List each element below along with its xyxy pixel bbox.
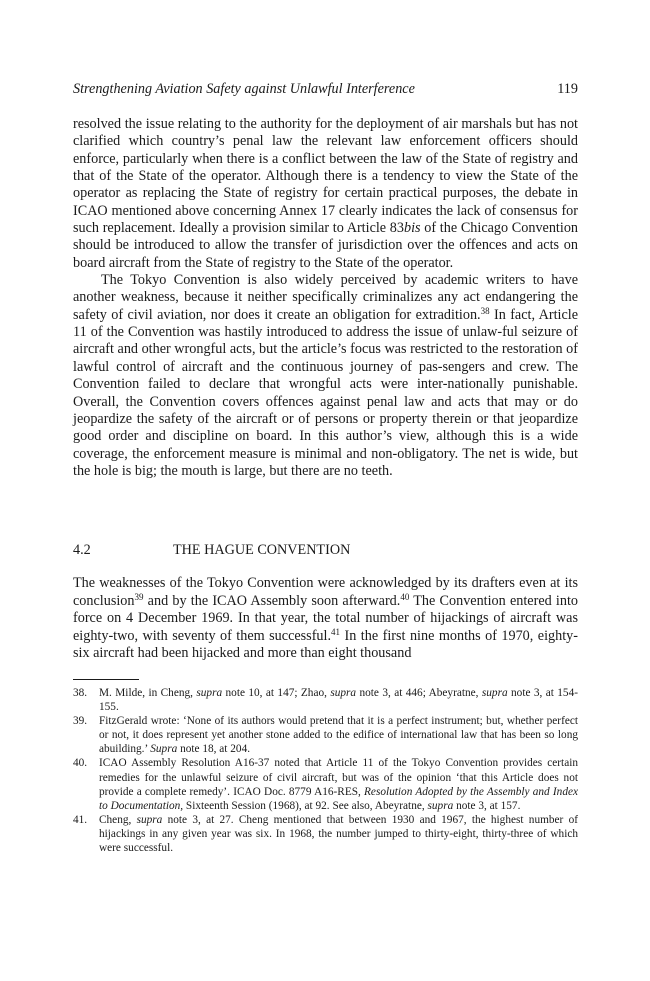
paragraph-air-marshals: resolved the issue relating to the authority for the deployment of air marshals but has not clarified which country’s penal law the relevant law enforcement officers should enforce, particularly when there is a conflict between the law of the State of registry and that of the State of the operator. Although there is a tendency to view the State of the operator as replacing the State of registry for certain practical purposes, the debate in ICAO mentioned above concerning Annex 17 clearly indicates the lack of consensus for such replacement. Ideally a provision similar to Article 83bis of the Chicago Convention should be introduced to allow the transfer of jurisdiction over the offences and acts on board aircraft from the State of registry to the State of the operator. bbox=[73, 116, 579, 271]
footnote-39: 39. FitzGerald wrote: ‘None of its authors would pretend that it is a perfect instrument; but, whether perfect or not, it does represent yet another stone added to the edifice of international law that has been so long abuilding.’ Supra note 18, at 204. bbox=[73, 715, 578, 756]
running-head-title: Strengthening Aviation Safety against Unlawful Interference bbox=[73, 81, 415, 97]
italic-bis: bis bbox=[404, 220, 421, 237]
footnote-ref-41[interactable]: 41 bbox=[331, 626, 341, 637]
footnote-ref-40[interactable]: 40 bbox=[400, 591, 410, 602]
footnote-41: 41. Cheng, supra note 3, at 27. Cheng mentioned that between 1930 and 1967, the highest number of hijackings in any given year was six. In 1968, the number jumped to thirty-eight, thirty-three of which were successful. bbox=[73, 813, 578, 855]
footnotes bbox=[73, 686, 578, 855]
body-text-top bbox=[73, 116, 578, 480]
running-head bbox=[73, 80, 578, 98]
footnote-separator bbox=[73, 679, 139, 680]
footnote-ref-38[interactable]: 38 bbox=[480, 305, 490, 316]
section-number: 4.2 bbox=[73, 542, 91, 558]
body-text-hague bbox=[73, 575, 578, 663]
footnote-38: 38. M. Milde, in Cheng, supra note 10, at 147; Zhao, supra note 3, at 446; Abeyratne, supra note 3, at 154-155. bbox=[73, 687, 578, 714]
paragraph-tokyo-weakness: The Tokyo Convention is also widely perceived by academic writers to have another weakness, because it neither specifically criminalizes any act endangering the safety of civil aviation, nor does it create an obligation for extradition.$^{38}$ In fact, Article 11 of the Convention was hastily introduced to address the issue of unlaw-ful seizure of aircraft and other wrongful acts, but the article’s focus was restricted to the restoration of lawful control of aircraft and the continuous journey of pas-sengers and crew. The Convention failed to declare that wrongful acts were inter-nationally punishable. Overall, the Convention covers offences against penal law and acts that may or do jeopardize the safety of the aircraft or of persons or property therein or that jeopardize good order and discipline on board. In this author’s view, although this is a wide coverage, the enforcement measure is minimal and non-obligatory. The net is wide, but the hole is big; the mouth is large, but there are no teeth. bbox=[73, 272, 578, 479]
footnote-40: 40. ICAO Assembly Resolution A16-37 noted that Article 11 of the Tokyo Convention provides certain remedies for the unlawful seizure of civil aircraft, but was of the opinion ‘that this Article does not provide a complete remedy’. ICAO Doc. 8779 A16-RES, Resolution Adopted by the Assembly and Index to Documentation, Sixteenth Session (1968), at 92. See also, Abeyratne, supra note 3, at 157. bbox=[73, 757, 578, 812]
paragraph-hague-intro: The weaknesses of the Tokyo Convention were acknowledged by its drafters even at its conclusion$^{39}$ and by the ICAO Assembly soon afterward.$^{40}$ The Convention entered into force on 4 December 1969. In that year, the total number of hijackings of aircraft was eighty-two, with seventy of them successful.$^{41}$ In the first nine months of 1970, eighty-six aircraft had been hijacked and more than eight thousand bbox=[73, 575, 578, 662]
section-title: THE HAGUE CONVENTION bbox=[173, 542, 351, 558]
footnote-ref-39[interactable]: 39 bbox=[134, 591, 144, 602]
page-number: 119 bbox=[557, 81, 578, 97]
